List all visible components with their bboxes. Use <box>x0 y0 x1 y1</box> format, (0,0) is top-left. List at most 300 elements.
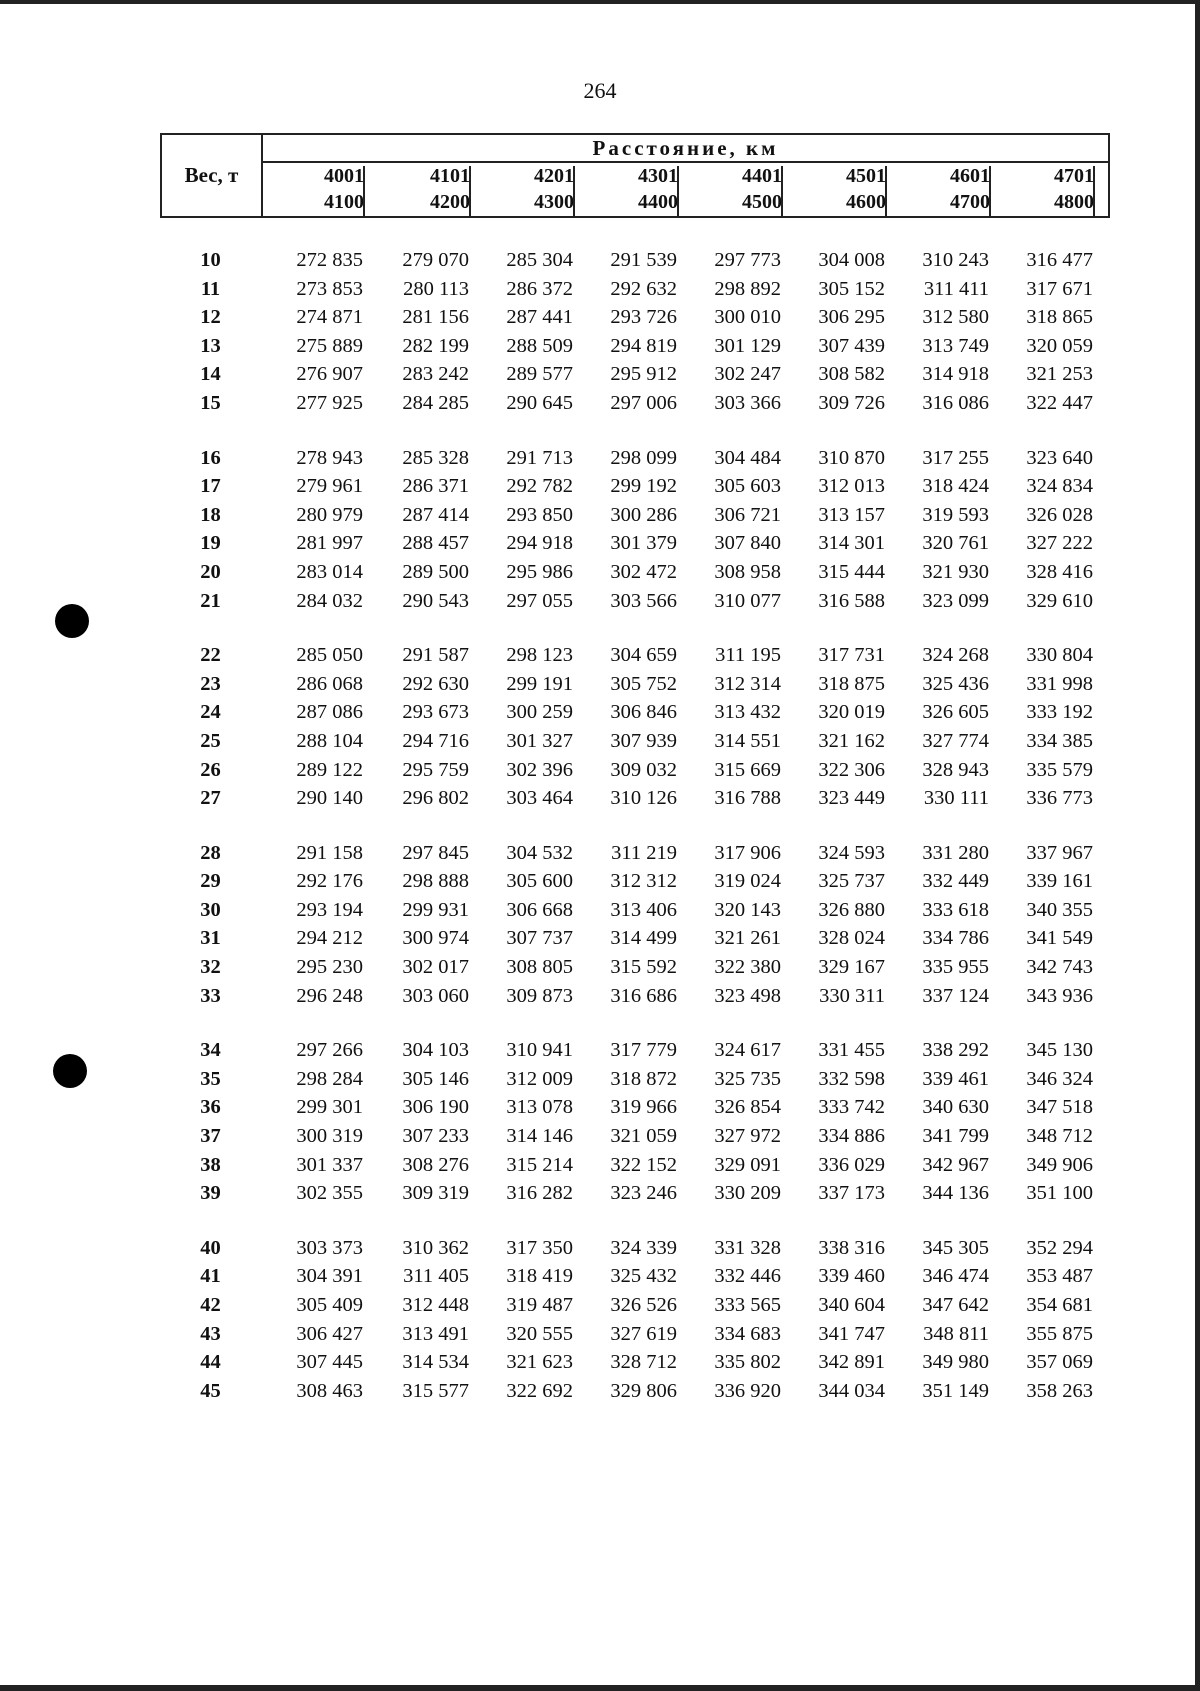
cost-cell: 337 173 <box>818 1182 885 1205</box>
table-row <box>160 561 1110 590</box>
cost-cell: 305 409 <box>296 1294 363 1316</box>
cost-cell: 331 280 <box>922 841 989 864</box>
cost-cell: 328 416 <box>1026 560 1093 583</box>
table-row <box>160 1265 1110 1294</box>
cost-cell: 314 551 <box>714 729 781 752</box>
cost-cell: 326 854 <box>714 1096 781 1119</box>
cost-cell: 339 461 <box>922 1067 989 1090</box>
cost-cell: 301 337 <box>296 1153 363 1176</box>
cost-cell: 315 592 <box>610 956 677 979</box>
row-group <box>160 644 1110 816</box>
cost-cell: 329 610 <box>1026 589 1093 612</box>
cost-cell: 306 846 <box>610 701 677 724</box>
cost-cell: 319 593 <box>922 503 989 526</box>
cost-cell: 341 799 <box>922 1125 989 1148</box>
cost-cell: 290 645 <box>506 391 573 414</box>
cost-cell: 290 543 <box>402 589 469 612</box>
cost-cell: 320 761 <box>922 532 989 555</box>
cost-cell: 275 889 <box>296 334 363 357</box>
table-row <box>160 1323 1110 1352</box>
table-row <box>160 392 1110 421</box>
weight-cell: 45 <box>200 1379 221 1402</box>
range-to: 4800 <box>1054 191 1094 213</box>
cost-cell: 304 532 <box>506 841 573 864</box>
range-to: 4400 <box>638 191 678 213</box>
cost-cell: 307 445 <box>296 1351 363 1374</box>
table-row <box>160 1154 1110 1183</box>
cost-cell: 340 630 <box>922 1096 989 1119</box>
weight-cell: 17 <box>200 475 221 498</box>
cost-cell: 304 103 <box>402 1039 469 1062</box>
cost-cell: 335 955 <box>922 956 989 979</box>
cost-cell: 308 805 <box>506 956 573 979</box>
cost-cell: 332 446 <box>714 1265 781 1288</box>
cost-cell: 327 619 <box>610 1322 677 1345</box>
cost-cell: 307 439 <box>818 334 885 357</box>
cost-cell: 331 328 <box>714 1236 781 1259</box>
cost-cell: 284 285 <box>402 391 469 414</box>
cost-cell: 316 477 <box>1026 249 1093 271</box>
cost-cell: 298 284 <box>296 1067 363 1090</box>
cost-cell: 333 618 <box>922 898 989 921</box>
cost-cell: 300 010 <box>714 306 781 329</box>
cost-cell: 314 534 <box>402 1351 469 1374</box>
table-row <box>160 759 1110 788</box>
cost-cell: 300 286 <box>610 503 677 526</box>
table-row <box>160 1294 1110 1323</box>
table-row <box>160 1068 1110 1097</box>
cost-cell: 317 779 <box>610 1039 677 1062</box>
page-number: 264 <box>583 78 617 103</box>
cost-cell: 323 640 <box>1026 446 1093 469</box>
cost-cell: 324 617 <box>714 1039 781 1062</box>
cost-cell: 320 059 <box>1026 334 1093 357</box>
cost-cell: 300 319 <box>296 1125 363 1148</box>
cost-cell: 337 124 <box>922 984 989 1007</box>
weight-cell: 28 <box>200 841 221 864</box>
cost-cell: 301 327 <box>506 729 573 752</box>
cost-cell: 302 017 <box>402 956 469 979</box>
cost-cell: 273 853 <box>296 277 363 300</box>
cost-cell: 326 028 <box>1026 503 1093 526</box>
cost-cell: 354 681 <box>1026 1294 1093 1316</box>
table-row <box>160 1039 1110 1068</box>
cost-cell: 322 447 <box>1026 391 1093 414</box>
cost-cell: 302 247 <box>714 363 781 386</box>
cost-cell: 278 943 <box>296 446 363 469</box>
cost-cell: 290 140 <box>296 787 363 810</box>
weight-cell: 31 <box>200 927 221 950</box>
cost-cell: 303 366 <box>714 391 781 414</box>
cost-cell: 307 840 <box>714 532 781 555</box>
cost-cell: 286 371 <box>402 475 469 498</box>
cost-cell: 334 786 <box>922 927 989 950</box>
cost-cell: 308 276 <box>402 1153 469 1176</box>
cost-cell: 303 373 <box>296 1236 363 1259</box>
cost-cell: 309 873 <box>506 984 573 1007</box>
cost-cell: 342 967 <box>922 1153 989 1176</box>
cost-cell: 349 980 <box>922 1351 989 1374</box>
cost-cell: 327 972 <box>714 1125 781 1148</box>
punch-hole-icon <box>55 604 89 638</box>
range-to: 4500 <box>742 191 782 213</box>
distance-range-header <box>991 163 1095 216</box>
cost-cell: 295 230 <box>296 956 363 979</box>
cost-cell: 334 683 <box>714 1322 781 1345</box>
cost-cell: 279 070 <box>402 249 469 271</box>
weight-cell: 23 <box>200 672 221 695</box>
weight-cell: 32 <box>200 956 221 979</box>
cost-cell: 327 774 <box>922 729 989 752</box>
cost-cell: 324 593 <box>818 841 885 864</box>
distance-range-header <box>367 163 471 216</box>
header-divider <box>363 166 365 216</box>
weight-cell: 25 <box>200 729 221 752</box>
cost-cell: 311 405 <box>403 1265 469 1288</box>
cost-cell: 328 712 <box>610 1351 677 1374</box>
cost-cell: 313 491 <box>402 1322 469 1345</box>
cost-cell: 329 806 <box>610 1379 677 1402</box>
cost-cell: 313 749 <box>922 334 989 357</box>
cost-cell: 298 099 <box>610 446 677 469</box>
cost-cell: 297 773 <box>714 249 781 271</box>
cost-cell: 316 588 <box>818 589 885 612</box>
weight-cell: 41 <box>200 1265 221 1288</box>
cost-cell: 285 328 <box>402 446 469 469</box>
cost-cell: 276 907 <box>296 363 363 386</box>
cost-cell: 304 659 <box>610 644 677 667</box>
cost-cell: 280 113 <box>403 277 469 300</box>
cost-cell: 353 487 <box>1026 1265 1093 1288</box>
weight-cell: 35 <box>200 1067 221 1090</box>
cost-cell: 315 214 <box>506 1153 573 1176</box>
weight-cell: 33 <box>200 984 221 1007</box>
cost-cell: 274 871 <box>296 306 363 329</box>
cost-cell: 292 630 <box>402 672 469 695</box>
weight-cell: 29 <box>200 870 221 893</box>
cost-cell: 306 295 <box>818 306 885 329</box>
cost-cell: 336 773 <box>1026 787 1093 810</box>
cost-cell: 332 598 <box>818 1067 885 1090</box>
cost-cell: 317 906 <box>714 841 781 864</box>
cost-cell: 305 152 <box>818 277 885 300</box>
cost-cell: 351 100 <box>1026 1182 1093 1205</box>
distance-range-header <box>783 163 887 216</box>
weight-cell: 21 <box>200 589 221 612</box>
cost-cell: 323 449 <box>818 787 885 810</box>
cost-cell: 318 865 <box>1026 306 1093 329</box>
cost-cell: 325 737 <box>818 870 885 893</box>
distance-range-header <box>261 163 365 216</box>
table-row <box>160 1182 1110 1211</box>
cost-cell: 306 721 <box>714 503 781 526</box>
cost-cell: 328 943 <box>922 758 989 781</box>
table-row <box>160 701 1110 730</box>
cost-cell: 345 130 <box>1026 1039 1093 1062</box>
cost-cell: 321 059 <box>610 1125 677 1148</box>
cost-cell: 330 209 <box>714 1182 781 1205</box>
cost-cell: 291 713 <box>506 446 573 469</box>
cost-cell: 327 222 <box>1026 532 1093 555</box>
cost-cell: 314 301 <box>818 532 885 555</box>
range-to: 4600 <box>846 191 886 213</box>
cost-cell: 317 671 <box>1026 277 1093 300</box>
cost-cell: 295 759 <box>402 758 469 781</box>
cost-cell: 342 891 <box>818 1351 885 1374</box>
table-row <box>160 787 1110 816</box>
row-group <box>160 842 1110 1014</box>
cost-cell: 295 986 <box>506 560 573 583</box>
cost-cell: 346 324 <box>1026 1067 1093 1090</box>
table-row <box>160 1237 1110 1266</box>
cost-cell: 340 355 <box>1026 898 1093 921</box>
cost-cell: 305 146 <box>402 1067 469 1090</box>
table-row <box>160 985 1110 1014</box>
cost-cell: 294 819 <box>610 334 677 357</box>
cost-cell: 315 444 <box>818 560 885 583</box>
cost-cell: 306 190 <box>402 1096 469 1119</box>
cost-cell: 308 463 <box>296 1379 363 1402</box>
cost-cell: 312 448 <box>402 1294 469 1316</box>
cost-cell: 312 013 <box>818 475 885 498</box>
weight-cell: 44 <box>200 1351 221 1374</box>
distance-range-header <box>471 163 575 216</box>
cost-cell: 349 906 <box>1026 1153 1093 1176</box>
weight-cell: 36 <box>200 1096 221 1119</box>
cost-cell: 317 350 <box>506 1236 573 1259</box>
weight-cell: 20 <box>200 560 221 583</box>
cost-cell: 307 939 <box>610 729 677 752</box>
distance-range-header <box>679 163 783 216</box>
cost-cell: 357 069 <box>1026 1351 1093 1374</box>
rate-table-body <box>160 249 1110 1434</box>
table-row <box>160 447 1110 476</box>
table-row <box>160 249 1110 278</box>
cost-cell: 343 936 <box>1026 984 1093 1007</box>
cost-cell: 320 555 <box>506 1322 573 1345</box>
table-row <box>160 306 1110 335</box>
cost-cell: 339 460 <box>818 1265 885 1288</box>
cost-cell: 325 735 <box>714 1067 781 1090</box>
cost-cell: 314 918 <box>922 363 989 386</box>
cost-cell: 348 811 <box>923 1322 989 1345</box>
cost-cell: 291 539 <box>610 249 677 271</box>
cost-cell: 316 086 <box>922 391 989 414</box>
cost-cell: 348 712 <box>1026 1125 1093 1148</box>
cost-cell: 305 752 <box>610 672 677 695</box>
cost-cell: 306 668 <box>506 898 573 921</box>
cost-cell: 277 925 <box>296 391 363 414</box>
table-row <box>160 335 1110 364</box>
cost-cell: 324 339 <box>610 1236 677 1259</box>
weight-cell: 19 <box>200 532 221 555</box>
cost-cell: 282 199 <box>402 334 469 357</box>
cost-cell: 320 143 <box>714 898 781 921</box>
cost-cell: 300 974 <box>402 927 469 950</box>
cost-cell: 292 176 <box>296 870 363 893</box>
cost-cell: 284 032 <box>296 589 363 612</box>
cost-cell: 325 432 <box>610 1265 677 1288</box>
cost-cell: 347 642 <box>922 1294 989 1316</box>
weight-cell: 43 <box>200 1322 221 1345</box>
cost-cell: 301 379 <box>610 532 677 555</box>
cost-cell: 310 077 <box>714 589 781 612</box>
cost-cell: 309 726 <box>818 391 885 414</box>
cost-cell: 311 195 <box>715 644 781 667</box>
range-from: 4501 <box>846 165 886 187</box>
cost-cell: 294 918 <box>506 532 573 555</box>
cost-cell: 322 306 <box>818 758 885 781</box>
cost-cell: 301 129 <box>714 334 781 357</box>
cost-cell: 330 311 <box>819 984 885 1007</box>
cost-cell: 318 872 <box>610 1067 677 1090</box>
table-row <box>160 870 1110 899</box>
cost-cell: 293 673 <box>402 701 469 724</box>
cost-cell: 312 312 <box>610 870 677 893</box>
cost-cell: 298 892 <box>714 277 781 300</box>
cost-cell: 293 726 <box>610 306 677 329</box>
cost-cell: 285 304 <box>506 249 573 271</box>
cost-cell: 304 391 <box>296 1265 363 1288</box>
cost-cell: 291 158 <box>296 841 363 864</box>
cost-cell: 299 931 <box>402 898 469 921</box>
cost-cell: 322 692 <box>506 1379 573 1402</box>
cost-cell: 298 888 <box>402 870 469 893</box>
table-row <box>160 532 1110 561</box>
cost-cell: 298 123 <box>506 644 573 667</box>
weight-column-header: Вес, т <box>162 135 263 216</box>
cost-cell: 341 747 <box>818 1322 885 1345</box>
cost-cell: 288 104 <box>296 729 363 752</box>
table-row <box>160 363 1110 392</box>
weight-cell: 22 <box>200 644 221 667</box>
table-row <box>160 1380 1110 1409</box>
cost-cell: 288 509 <box>506 334 573 357</box>
cost-cell: 300 259 <box>506 701 573 724</box>
cost-cell: 313 432 <box>714 701 781 724</box>
cost-cell: 305 603 <box>714 475 781 498</box>
cost-cell: 296 802 <box>402 787 469 810</box>
cost-cell: 280 979 <box>296 503 363 526</box>
cost-cell: 316 788 <box>714 787 781 810</box>
cost-cell: 351 149 <box>922 1379 989 1402</box>
distance-header: Расстояние, км <box>263 135 1108 163</box>
cost-cell: 285 050 <box>296 644 363 667</box>
cost-cell: 352 294 <box>1026 1236 1093 1259</box>
row-group <box>160 249 1110 421</box>
weight-cell: 11 <box>200 277 221 300</box>
weight-cell: 26 <box>200 758 221 781</box>
table-row <box>160 475 1110 504</box>
cost-cell: 323 099 <box>922 589 989 612</box>
cost-cell: 340 604 <box>818 1294 885 1316</box>
cost-cell: 302 396 <box>506 758 573 781</box>
cost-cell: 313 157 <box>818 503 885 526</box>
weight-cell: 16 <box>200 446 221 469</box>
cost-cell: 310 941 <box>506 1039 573 1062</box>
cost-cell: 328 024 <box>818 927 885 950</box>
cost-cell: 337 967 <box>1026 841 1093 864</box>
cost-cell: 299 301 <box>296 1096 363 1119</box>
cost-cell: 292 782 <box>506 475 573 498</box>
cost-cell: 324 834 <box>1026 475 1093 498</box>
cost-cell: 318 419 <box>506 1265 573 1288</box>
cost-cell: 355 875 <box>1026 1322 1093 1345</box>
table-header <box>160 133 1110 218</box>
distance-range-header <box>887 163 991 216</box>
cost-cell: 310 126 <box>610 787 677 810</box>
punch-hole-icon <box>53 1054 87 1088</box>
cost-cell: 319 487 <box>506 1294 573 1316</box>
cost-cell: 313 078 <box>506 1096 573 1119</box>
cost-cell: 345 305 <box>922 1236 989 1259</box>
cost-cell: 314 146 <box>506 1125 573 1148</box>
cost-cell: 289 122 <box>296 758 363 781</box>
cost-cell: 296 248 <box>296 984 363 1007</box>
cost-cell: 316 282 <box>506 1182 573 1205</box>
weight-cell: 37 <box>200 1125 221 1148</box>
table-row <box>160 673 1110 702</box>
cost-cell: 299 191 <box>506 672 573 695</box>
cost-cell: 291 587 <box>402 644 469 667</box>
table-row <box>160 1096 1110 1125</box>
cost-cell: 281 156 <box>402 306 469 329</box>
cost-cell: 326 526 <box>610 1294 677 1316</box>
cost-cell: 338 316 <box>818 1236 885 1259</box>
cost-cell: 321 253 <box>1026 363 1093 386</box>
weight-cell: 39 <box>200 1182 221 1205</box>
cost-cell: 325 436 <box>922 672 989 695</box>
cost-cell: 321 623 <box>506 1351 573 1374</box>
cost-cell: 332 449 <box>922 870 989 893</box>
cost-cell: 309 032 <box>610 758 677 781</box>
cost-cell: 303 566 <box>610 589 677 612</box>
cost-cell: 319 966 <box>610 1096 677 1119</box>
cost-cell: 318 424 <box>922 475 989 498</box>
cost-cell: 312 314 <box>714 672 781 695</box>
row-group <box>160 1237 1110 1409</box>
cost-cell: 347 518 <box>1026 1096 1093 1119</box>
cost-cell: 335 579 <box>1026 758 1093 781</box>
cost-cell: 346 474 <box>922 1265 989 1288</box>
range-from: 4001 <box>324 165 364 187</box>
table-row <box>160 899 1110 928</box>
cost-cell: 315 669 <box>714 758 781 781</box>
cost-cell: 289 500 <box>402 560 469 583</box>
cost-cell: 286 372 <box>506 277 573 300</box>
cost-cell: 322 380 <box>714 956 781 979</box>
cost-cell: 339 161 <box>1026 870 1093 893</box>
cost-cell: 333 565 <box>714 1294 781 1316</box>
cost-cell: 312 580 <box>922 306 989 329</box>
cost-cell: 329 091 <box>714 1153 781 1176</box>
table-row <box>160 927 1110 956</box>
cost-cell: 334 385 <box>1026 729 1093 752</box>
cost-cell: 318 875 <box>818 672 885 695</box>
cost-cell: 309 319 <box>402 1182 469 1205</box>
weight-cell: 13 <box>200 334 221 357</box>
cost-cell: 321 930 <box>922 560 989 583</box>
cost-cell: 297 055 <box>506 589 573 612</box>
weight-cell: 38 <box>200 1153 221 1176</box>
cost-cell: 342 743 <box>1026 956 1093 979</box>
cost-cell: 283 242 <box>402 363 469 386</box>
cost-cell: 307 737 <box>506 927 573 950</box>
cost-cell: 287 086 <box>296 701 363 724</box>
table-row <box>160 842 1110 871</box>
cost-cell: 338 292 <box>922 1039 989 1062</box>
weight-cell: 15 <box>200 391 221 414</box>
